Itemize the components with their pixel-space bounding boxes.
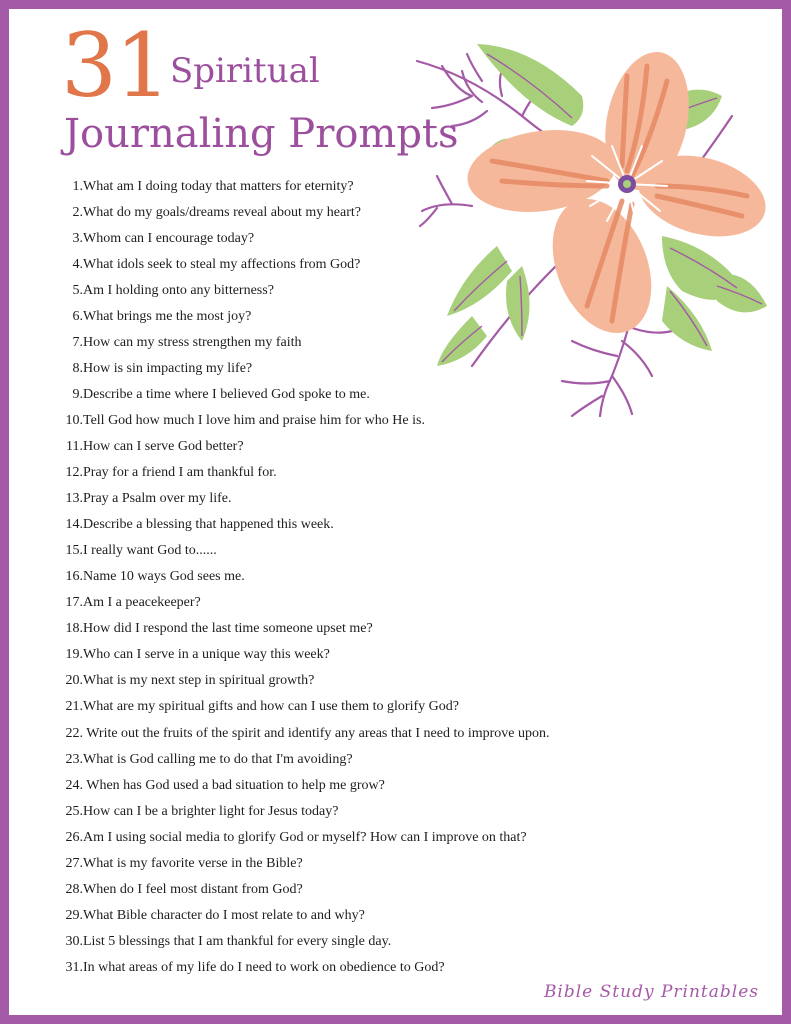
list-item: 17.Am I a peacekeeper? [65,595,201,610]
list-item: 24. When has God used a bad situation to help me grow? [65,778,385,793]
flower-illustration-icon [412,36,777,421]
list-item: 21.What are my spiritual gifts and how can I use them to glorify God? [65,699,459,714]
title-line-2: Journaling Prompts [64,111,459,157]
list-item: 23.What is God calling me to do that I'm avoiding? [65,752,353,767]
list-item: 11.How can I serve God better? [66,439,244,454]
list-item: 7.How can my stress strengthen my faith [72,335,302,350]
list-item: 8.How is sin impacting my life? [72,361,253,376]
list-item: 2.What do my goals/dreams reveal about my heart? [72,205,361,220]
list-item: 27.What is my favorite verse in the Bible? [65,856,303,871]
list-item: 6.What brings me the most joy? [72,309,252,324]
list-item: 16.Name 10 ways God sees me. [65,569,245,584]
list-item: 9.Describe a time where I believed God spoke to me. [72,387,370,402]
list-item: 31.In what areas of my life do I need to work on obedience to God? [65,960,445,975]
list-item: 19.Who can I serve in a unique way this week? [65,647,330,662]
list-item: 30.List 5 blessings that I am thankful for every single day. [65,934,392,949]
list-item: 1.What am I doing today that matters for eternity? [72,179,354,194]
list-item: 22. Write out the fruits of the spirit and identify any areas that I need to improve upon. [65,726,550,741]
list-item: 13.Pray a Psalm over my life. [65,491,232,506]
title-number: 31 [61,14,169,117]
list-item: 29.What Bible character do I most relate to and why? [65,908,365,923]
list-item: 14.Describe a blessing that happened this week. [65,517,334,532]
list-item: 10.Tell God how much I love him and praise him for who He is. [65,413,425,428]
list-item: 26.Am I using social media to glorify God or myself? How can I improve on that? [65,830,527,845]
list-item: 5.Am I holding onto any bitterness? [72,283,274,298]
list-item: 20.What is my next step in spiritual growth? [65,673,315,688]
list-item: 4.What idols seek to steal my affections from God? [72,257,361,272]
brand-footer: Bible Study Printables [543,982,759,1002]
list-item: 18.How did I respond the last time someone upset me? [65,621,373,636]
title-line-1: Spiritual [170,51,320,91]
list-item: 12.Pray for a friend I am thankful for. [65,465,277,480]
list-item: 15.I really want God to...... [65,543,217,558]
list-item: 3.Whom can I encourage today? [72,231,255,246]
list-item: 25.How can I be a brighter light for Jesus today? [65,804,339,819]
list-item: 28.When do I feel most distant from God? [65,882,303,897]
